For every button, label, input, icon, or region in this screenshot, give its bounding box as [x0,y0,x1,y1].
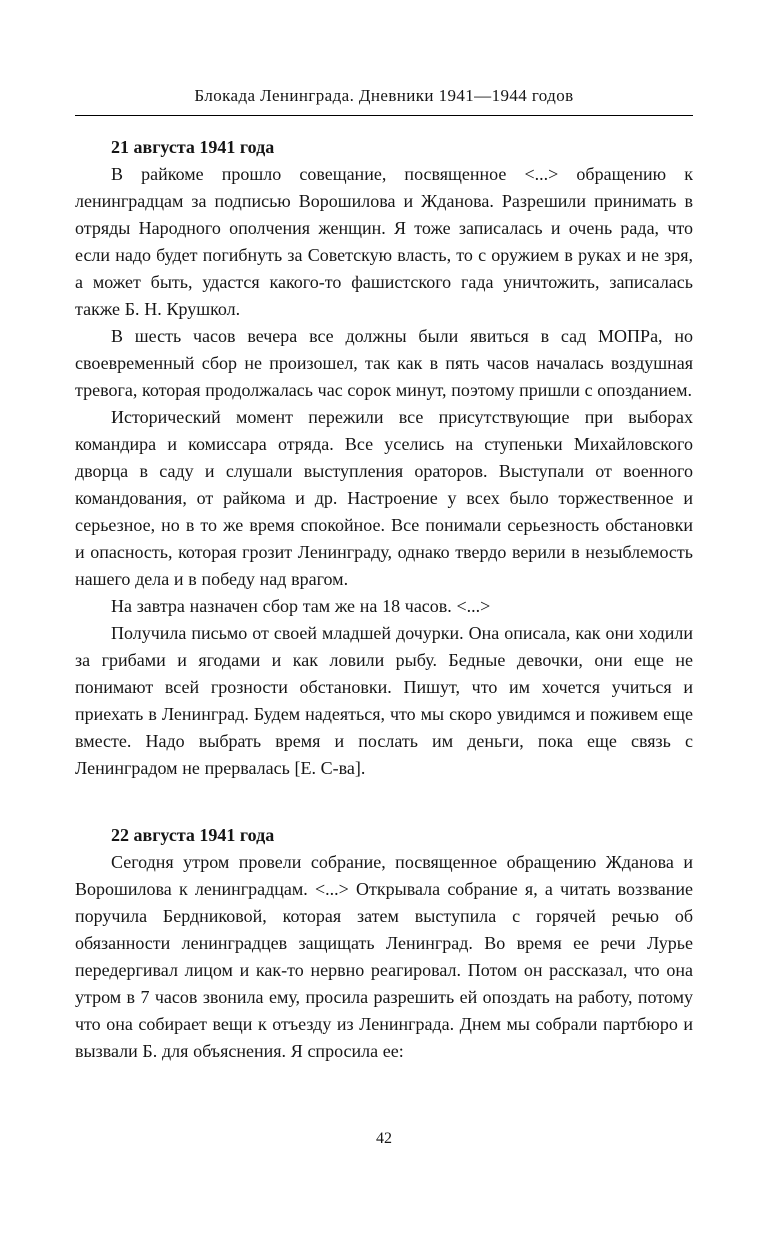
paragraph: Сегодня утром провели собрание, посвященное обращению Жданова и Ворошилова к ленинградцам. <...> Открывала собрание я, а читать воззвание поручила Бердниковой, которая затем выступила с горячей речью об обязанности ленинградцев защищать Ленинград. Во время ее речи Лурье передергивал лицом и как-то нервно реагировал. Потом он рассказал, что она утром в 7 часов звонила ему, просила разрешить ей опоздать на работу, потому что она собирает вещи к отъезду из Ленинграда. Днем мы собрали партбюро и вызвали Б. для объяснения. Я спросила ее: [75,852,693,1061]
paragraph: В шесть часов вечера все должны были явиться в сад МОПРа, но своевременный сбор не произошел, так как в пять часов началась воздушная тревога, которая продолжалась час сорок минут, поэтому пришли с опозданием. [75,326,693,400]
running-header [75,86,693,116]
running-header-text: Блокада Ленинграда. Дневники 1941—1944 годов [194,86,574,105]
diary-entry-21-august [75,134,693,782]
page-number: 42 [376,1130,392,1147]
paragraph: На завтра назначен сбор там же на 18 часов. <...> [111,596,491,616]
page-footer [0,1130,768,1148]
entry-heading: 22 августа 1941 года [111,825,275,845]
paragraph: Исторический момент пережили все присутствующие при выборах командира и комиссара отряда. Все уселись на ступеньки Михайловского дворца в саду и слушали выступления ораторов. Выступали от военного командования, от райкома и др. Настроение у всех было торжественное и серьезное, но в то же время спокойное. Все понимали серьезность обстановки и опасность, которая грозит Ленинграду, однако твердо верили в незыблемость нашего дела и в победу над врагом. [75,407,693,589]
entry-heading: 21 августа 1941 года [111,137,275,157]
paragraph: В райкоме прошло совещание, посвященное <...> обращению к ленинградцам за подписью Ворошилова и Жданова. Разрешили принимать в отряды Народного ополчения женщин. Я тоже записалась и очень рада, что если надо будет погибнуть за Советскую власть, то с оружием в руках и не зря, а может быть, удастся какого-то фашистского гада уничтожить, записалась также Б. Н. Крушкол. [75,164,693,319]
diary-entry-22-august [75,822,693,1065]
header-rule [75,115,693,116]
paragraph: Получила письмо от своей младшей дочурки. Она описала, как они ходили за грибами и ягодами и как ловили рыбу. Бедные девочки, они еще не понимают всей грозности обстановки. Пишут, что им хочется учиться и приехать в Ленинград. Будем надеяться, что мы скоро увидимся и поживем еще вместе. Надо выбрать время и послать им деньги, пока еще связь с Ленинградом не прервалась [Е. С-ва]. [75,623,693,778]
page-body [75,134,693,1065]
